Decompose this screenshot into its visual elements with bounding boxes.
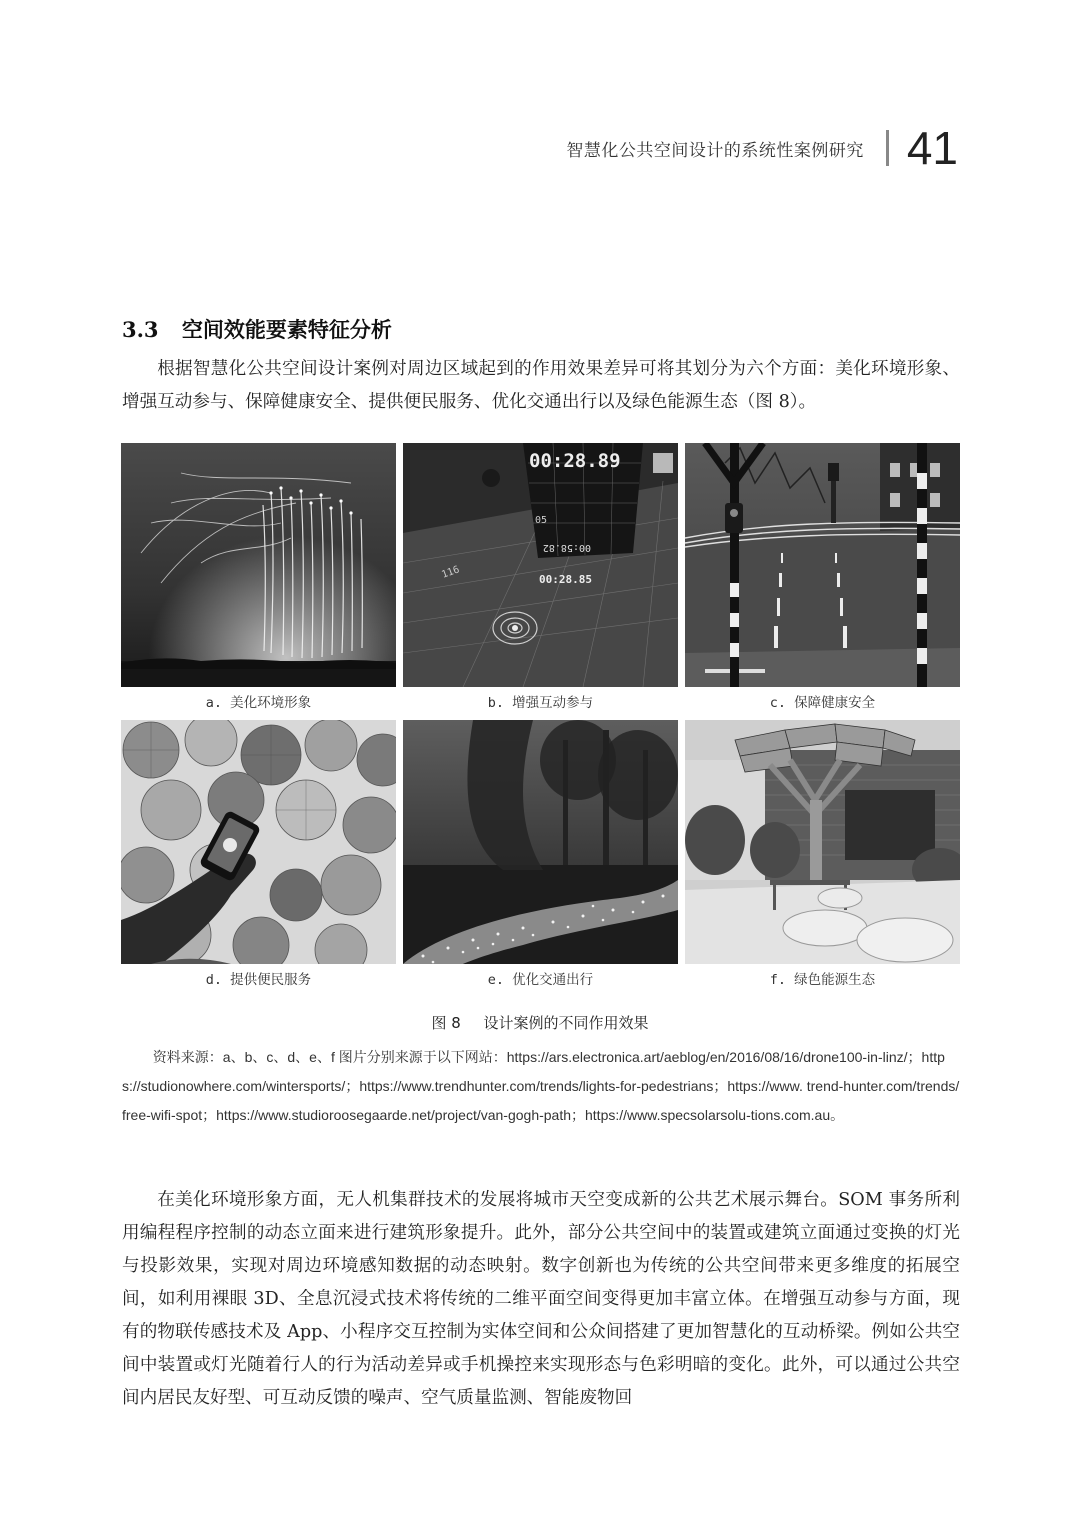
floor-panel-number: 05 <box>535 515 548 526</box>
figure-8 <box>121 443 960 997</box>
interactive-floor-photo <box>403 443 678 687</box>
figure-panel-c <box>685 443 960 720</box>
floor-lane-number: 116 <box>440 564 461 581</box>
figure-title-text: 设计案例的不同作用效果 <box>483 1014 649 1032</box>
body-paragraph: 在美化环境形象方面，无人机集群技术的发展将城市天空变成新的公共艺术展示舞台。SOM 事务所利用编程程序控制的动态立面来进行建筑形象提升。此外，部分公共空间中的装置或建筑立面通过变换的灯光与投影效果，实现对周边环境感知数据的动态映射。数字创新也为传统的公共空间带来更多维度的拓展空间，如利用裸眼 3D、全息沉浸式技术将传统的二维平面空间变得更加丰富立体。在增强互动参与方面，现有的物联传感技术及 App、小程序交互控制为实体空间和公众间搭建了更加智慧化的互动桥梁。例如公共空间中装置或灯光随着行人的行为活动差异或手机操控来实现形态与色彩明暗的变化。此外，可以通过公共空间内居民友好型、可互动反馈的噪声、空气质量监测、智能废物回 <box>122 1190 960 1408</box>
floor-timer-1: 00:28.89 <box>529 450 621 472</box>
header-divider <box>886 130 889 166</box>
figure-panel-d <box>121 720 396 997</box>
drone-swarm-photo <box>121 443 396 687</box>
panel-c-caption: c. 保障健康安全 <box>769 695 876 711</box>
panel-d-caption: d. 提供便民服务 <box>205 972 312 988</box>
page-number: 41 <box>906 122 958 174</box>
panel-b-caption: b. 增强互动参与 <box>487 695 594 711</box>
section-number: 3.3 <box>122 317 159 342</box>
section-title: 空间效能要素特征分析 <box>181 317 392 342</box>
figure-panel-f <box>685 720 960 997</box>
floor-timer-2: 00:58.82 <box>542 542 591 553</box>
running-title: 智慧化公共空间设计的系统性案例研究 <box>566 140 864 161</box>
section-heading <box>122 314 392 344</box>
solar-tree-photo <box>685 720 960 964</box>
figure-label: 图 8 <box>431 1014 461 1032</box>
figure-panel-a <box>121 443 396 720</box>
page-header <box>566 122 958 174</box>
panel-e-caption: e. 优化交通出行 <box>487 972 594 988</box>
figure-title <box>0 1012 1080 1033</box>
figure-panel-b <box>403 443 678 720</box>
figure-panel-e <box>403 720 678 997</box>
panel-a-caption: a. 美化环境形象 <box>205 695 312 711</box>
night-crossing-photo <box>685 443 960 687</box>
umbrella-canopy-photo <box>121 720 396 964</box>
glowing-path-photo <box>403 720 678 964</box>
floor-timer-3: 00:28.85 <box>539 573 592 586</box>
panel-f-caption: f. 绿色能源生态 <box>769 972 876 988</box>
figure-source-note: 资料来源：a、b、c、d、e、f 图片分别来源于以下网站：https://ars.electronica.art/aeblog/en/2016/08/16/drone100-in-linz/；https://studionowhere.com/wintersports/；https://www.trendhunter.com/trends/lights-for-pedestrians；https://www. trend-hunter.com/trends/free-wifi-spot；https://www.studioroosegaarde.net/project/van-gogh-path；https://www.specsolarsolu-tions.com.au。 <box>122 1049 960 1123</box>
intro-paragraph: 根据智慧化公共空间设计案例对周边区域起到的作用效果差异可将其划分为六个方面：美化环境形象、增强互动参与、保障健康安全、提供便民服务、优化交通出行以及绿色能源生态（图 8）。 <box>122 359 960 412</box>
